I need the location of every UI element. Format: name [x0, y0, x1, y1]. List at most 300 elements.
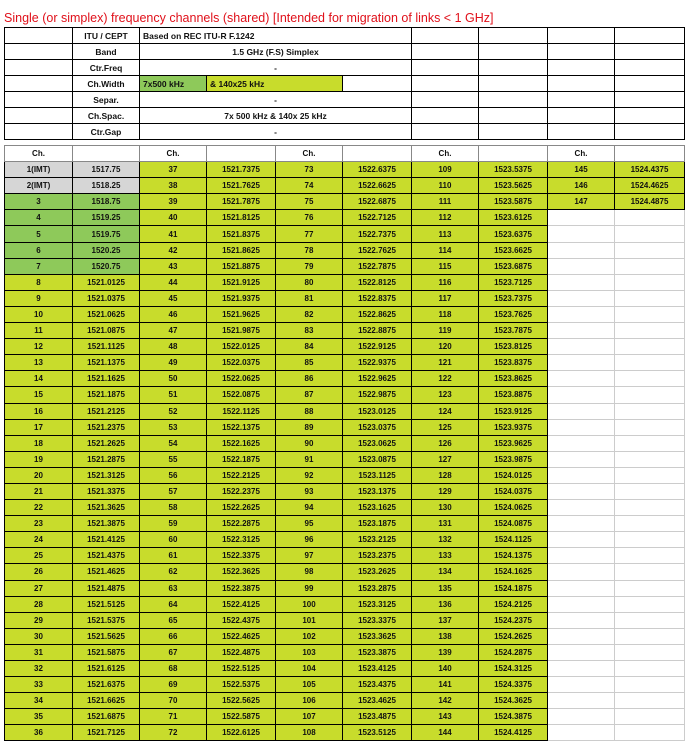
channel-cell: 81: [276, 290, 343, 306]
channel-cell: 110: [412, 178, 479, 194]
frequency-cell: 1521.7375: [207, 162, 276, 178]
frequency-cell: [615, 419, 685, 435]
frequency-cell: 1524.0125: [479, 467, 548, 483]
frequency-cell: 1521.2125: [73, 403, 140, 419]
channel-cell: 103: [276, 644, 343, 660]
channel-cell: 87: [276, 387, 343, 403]
table-row: [5, 725, 685, 741]
channel-cell: 15: [5, 387, 73, 403]
channel-cell: 113: [412, 226, 479, 242]
table-row: [5, 258, 685, 274]
frequency-cell: 1522.7875: [343, 258, 412, 274]
channel-cell: 66: [140, 628, 207, 644]
channel-cell: [548, 500, 615, 516]
channel-cell: 5: [5, 226, 73, 242]
frequency-cell: 1521.3125: [73, 467, 140, 483]
table-row: [5, 371, 685, 387]
frequency-cell: 1523.4625: [343, 693, 412, 709]
channel-cell: 48: [140, 339, 207, 355]
frequency-cell: 1521.3625: [73, 500, 140, 516]
frequency-cell: 1521.7125: [73, 725, 140, 741]
frequency-cell: [615, 596, 685, 612]
frequency-cell: 1521.1875: [73, 387, 140, 403]
channel-cell: 80: [276, 274, 343, 290]
channel-cell: 68: [140, 661, 207, 677]
table-row: [5, 403, 685, 419]
band-value: 1.5 GHz (F.S) Simplex: [140, 44, 412, 60]
channel-cell: 99: [276, 580, 343, 596]
table-row: [5, 677, 685, 693]
frequency-cell: 1521.3375: [73, 483, 140, 499]
channel-cell: 41: [140, 226, 207, 242]
frequency-cell: 1524.2875: [479, 644, 548, 660]
channel-cell: 62: [140, 564, 207, 580]
channel-cell: 96: [276, 532, 343, 548]
table-row: [5, 644, 685, 660]
channel-cell: 126: [412, 435, 479, 451]
channel-cell: [548, 435, 615, 451]
table-row: [5, 532, 685, 548]
frequency-cell: 1521.9625: [207, 306, 276, 322]
channel-cell: 57: [140, 483, 207, 499]
channel-cell: 116: [412, 274, 479, 290]
channel-cell: 8: [5, 274, 73, 290]
channel-cell: [548, 274, 615, 290]
frequency-cell: 1522.2375: [207, 483, 276, 499]
frequency-cell: 1521.4625: [73, 564, 140, 580]
frequency-cell: 1521.6625: [73, 693, 140, 709]
frequency-cell: 1521.4375: [73, 548, 140, 564]
frequency-cell: 1523.9625: [479, 435, 548, 451]
channel-cell: 109: [412, 162, 479, 178]
frequency-cell: 1523.3875: [343, 644, 412, 660]
frequency-cell: 1523.2875: [343, 580, 412, 596]
channel-cell: [548, 290, 615, 306]
frequency-cell: [615, 532, 685, 548]
frequency-cell: 1523.6625: [479, 242, 548, 258]
channel-cell: 38: [140, 178, 207, 194]
channel-cell: 78: [276, 242, 343, 258]
frequency-cell: 1521.7875: [207, 194, 276, 210]
channel-cell: 95: [276, 516, 343, 532]
channel-cell: 67: [140, 644, 207, 660]
chspac-value: 7x 500 kHz & 140x 25 kHz: [140, 108, 412, 124]
channel-cell: 36: [5, 725, 73, 741]
channel-cell: [548, 612, 615, 628]
frequency-cell: 1524.3375: [479, 677, 548, 693]
frequency-cell: 1521.1125: [73, 339, 140, 355]
frequency-cell: 1524.1625: [479, 564, 548, 580]
frequency-cell: 1524.2375: [479, 612, 548, 628]
frequency-cell: 1522.0375: [207, 355, 276, 371]
frequency-cell: 1522.3125: [207, 532, 276, 548]
channel-cell: 98: [276, 564, 343, 580]
channel-cell: [548, 355, 615, 371]
channel-cell: 55: [140, 451, 207, 467]
ctrgap-label: Ctr.Gap: [73, 124, 140, 140]
frequency-cell: 1524.1125: [479, 532, 548, 548]
channel-cell: 19: [5, 451, 73, 467]
frequency-cell: [615, 258, 685, 274]
frequency-cell: 1523.8875: [479, 387, 548, 403]
channel-cell: 42: [140, 242, 207, 258]
frequency-cell: 1521.7625: [207, 178, 276, 194]
table-row: [5, 596, 685, 612]
channel-cell: [548, 693, 615, 709]
frequency-cell: 1523.9125: [479, 403, 548, 419]
frequency-cell: [615, 371, 685, 387]
channel-cell: 142: [412, 693, 479, 709]
frequency-cell: 1524.3625: [479, 693, 548, 709]
frequency-cell: 1521.4875: [73, 580, 140, 596]
frequency-cell: [615, 548, 685, 564]
frequency-cell: 1523.9875: [479, 451, 548, 467]
table-row: [5, 419, 685, 435]
frequency-cell: 1522.9125: [343, 339, 412, 355]
channel-cell: 84: [276, 339, 343, 355]
channel-cell: 35: [5, 709, 73, 725]
table-row: [5, 178, 685, 194]
frequency-cell: [615, 435, 685, 451]
channel-cell: 108: [276, 725, 343, 741]
frequency-cell: 1522.3375: [207, 548, 276, 564]
channel-cell: 45: [140, 290, 207, 306]
column-header-row: [5, 146, 685, 162]
channel-cell: 128: [412, 467, 479, 483]
table-row: [5, 661, 685, 677]
frequency-cell: [615, 226, 685, 242]
frequency-cell: 1523.1375: [343, 483, 412, 499]
channel-cell: 146: [548, 178, 615, 194]
frequency-cell: 1523.2125: [343, 532, 412, 548]
frequency-cell: [615, 242, 685, 258]
channel-cell: 25: [5, 548, 73, 564]
frequency-cell: 1522.3875: [207, 580, 276, 596]
frequency-cell: 1523.9375: [479, 419, 548, 435]
frequency-cell: 1521.2875: [73, 451, 140, 467]
table-row: [5, 628, 685, 644]
channel-cell: 9: [5, 290, 73, 306]
frequency-cell: 1521.2625: [73, 435, 140, 451]
channel-cell: 73: [276, 162, 343, 178]
frequency-cell: [615, 387, 685, 403]
channel-cell: 44: [140, 274, 207, 290]
channel-cell: 140: [412, 661, 479, 677]
channel-cell: 13: [5, 355, 73, 371]
frequency-cell: 1524.0625: [479, 500, 548, 516]
frequency-cell: 1522.2125: [207, 467, 276, 483]
channel-cell: 16: [5, 403, 73, 419]
chwidth-label: Ch.Width: [73, 76, 140, 92]
channel-cell: 92: [276, 467, 343, 483]
channel-cell: 63: [140, 580, 207, 596]
frequency-cell: [615, 210, 685, 226]
frequency-cell: 1519.75: [73, 226, 140, 242]
channel-cell: [548, 564, 615, 580]
channel-cell: 145: [548, 162, 615, 178]
channel-cell: 122: [412, 371, 479, 387]
channel-cell: 10: [5, 306, 73, 322]
frequency-cell: 1523.6875: [479, 258, 548, 274]
table-row: [5, 355, 685, 371]
frequency-cell: 1523.0875: [343, 451, 412, 467]
table-row: [5, 564, 685, 580]
frequency-cell: 1522.0875: [207, 387, 276, 403]
frequency-cell: [615, 306, 685, 322]
channel-table: [4, 145, 685, 741]
table-row: [5, 339, 685, 355]
frequency-cell: 1517.75: [73, 162, 140, 178]
channel-cell: [548, 580, 615, 596]
channel-cell: 127: [412, 451, 479, 467]
frequency-cell: [615, 644, 685, 660]
channel-cell: 88: [276, 403, 343, 419]
frequency-cell: 1522.5875: [207, 709, 276, 725]
channel-cell: 74: [276, 178, 343, 194]
channel-cell: 132: [412, 532, 479, 548]
frequency-cell: 1523.4125: [343, 661, 412, 677]
column-header-ch: Ch.: [5, 146, 73, 162]
channel-cell: [548, 403, 615, 419]
channel-cell: [548, 483, 615, 499]
channel-cell: 105: [276, 677, 343, 693]
frequency-cell: [615, 564, 685, 580]
channel-cell: 111: [412, 194, 479, 210]
channel-cell: 75: [276, 194, 343, 210]
channel-cell: [548, 210, 615, 226]
channel-cell: 56: [140, 467, 207, 483]
channel-cell: 64: [140, 596, 207, 612]
frequency-cell: 1523.4875: [343, 709, 412, 725]
channel-cell: 40: [140, 210, 207, 226]
frequency-cell: 1522.9375: [343, 355, 412, 371]
channel-cell: 129: [412, 483, 479, 499]
frequency-cell: 1523.1625: [343, 500, 412, 516]
channel-cell: [548, 371, 615, 387]
channel-cell: [548, 467, 615, 483]
channel-cell: [548, 419, 615, 435]
channel-cell: 18: [5, 435, 73, 451]
table-row: [5, 612, 685, 628]
channel-cell: 2(IMT): [5, 178, 73, 194]
table-row: [5, 290, 685, 306]
channel-cell: 27: [5, 580, 73, 596]
itu-value: Based on REC ITU-R F.1242: [140, 28, 412, 44]
channel-cell: 50: [140, 371, 207, 387]
frequency-cell: 1523.3375: [343, 612, 412, 628]
channel-cell: 90: [276, 435, 343, 451]
frequency-cell: 1522.8125: [343, 274, 412, 290]
frequency-cell: 1521.6375: [73, 677, 140, 693]
channel-cell: 21: [5, 483, 73, 499]
channel-cell: 107: [276, 709, 343, 725]
channel-cell: 72: [140, 725, 207, 741]
channel-cell: 119: [412, 323, 479, 339]
channel-cell: 22: [5, 500, 73, 516]
frequency-cell: 1520.75: [73, 258, 140, 274]
frequency-cell: 1518.25: [73, 178, 140, 194]
channel-cell: 89: [276, 419, 343, 435]
channel-cell: 77: [276, 226, 343, 242]
frequency-cell: 1524.2125: [479, 596, 548, 612]
channel-cell: 144: [412, 725, 479, 741]
frequency-cell: 1522.9625: [343, 371, 412, 387]
channel-cell: 61: [140, 548, 207, 564]
frequency-cell: 1524.4625: [615, 178, 685, 194]
frequency-cell: 1523.8375: [479, 355, 548, 371]
channel-cell: [548, 709, 615, 725]
channel-cell: 135: [412, 580, 479, 596]
channel-cell: 30: [5, 628, 73, 644]
frequency-cell: 1521.5125: [73, 596, 140, 612]
separ-label: Separ.: [73, 92, 140, 108]
frequency-cell: 1524.3125: [479, 661, 548, 677]
channel-cell: 143: [412, 709, 479, 725]
channel-cell: 65: [140, 612, 207, 628]
channel-cell: 4: [5, 210, 73, 226]
column-header-ch: Ch.: [276, 146, 343, 162]
frequency-cell: 1521.0125: [73, 274, 140, 290]
frequency-cell: 1523.5125: [343, 725, 412, 741]
channel-cell: 138: [412, 628, 479, 644]
channel-cell: 29: [5, 612, 73, 628]
header-table: [4, 27, 685, 140]
channel-cell: 37: [140, 162, 207, 178]
channel-cell: 133: [412, 548, 479, 564]
chwidth-narrow-value: & 140x25 kHz: [207, 76, 343, 92]
channel-cell: 34: [5, 693, 73, 709]
channel-cell: [548, 532, 615, 548]
frequency-cell: 1523.0625: [343, 435, 412, 451]
frequency-cell: 1519.25: [73, 210, 140, 226]
channel-cell: [548, 725, 615, 741]
table-row: [5, 467, 685, 483]
channel-cell: 104: [276, 661, 343, 677]
frequency-cell: 1524.1375: [479, 548, 548, 564]
frequency-cell: 1523.2625: [343, 564, 412, 580]
frequency-cell: 1523.7125: [479, 274, 548, 290]
frequency-cell: 1522.5125: [207, 661, 276, 677]
table-row: [5, 162, 685, 178]
frequency-cell: 1524.3875: [479, 709, 548, 725]
channel-cell: [548, 323, 615, 339]
frequency-cell: [615, 661, 685, 677]
channel-cell: 24: [5, 532, 73, 548]
frequency-cell: 1521.1625: [73, 371, 140, 387]
chwidth-wide-value: 7x500 kHz: [140, 76, 207, 92]
frequency-cell: 1524.4375: [615, 162, 685, 178]
channel-cell: 23: [5, 516, 73, 532]
channel-cell: 59: [140, 516, 207, 532]
channel-cell: 102: [276, 628, 343, 644]
channel-cell: 134: [412, 564, 479, 580]
channel-cell: 7: [5, 258, 73, 274]
channel-cell: 76: [276, 210, 343, 226]
channel-cell: 3: [5, 194, 73, 210]
frequency-cell: 1523.2375: [343, 548, 412, 564]
table-row: [5, 226, 685, 242]
frequency-cell: [615, 483, 685, 499]
frequency-cell: [615, 290, 685, 306]
channel-cell: [548, 387, 615, 403]
table-row: [5, 693, 685, 709]
frequency-cell: 1522.1375: [207, 419, 276, 435]
channel-cell: 101: [276, 612, 343, 628]
channel-cell: 93: [276, 483, 343, 499]
frequency-cell: [615, 355, 685, 371]
channel-cell: 86: [276, 371, 343, 387]
frequency-cell: [615, 451, 685, 467]
channel-cell: 141: [412, 677, 479, 693]
frequency-cell: 1522.4125: [207, 596, 276, 612]
frequency-cell: 1522.0125: [207, 339, 276, 355]
frequency-cell: 1521.9375: [207, 290, 276, 306]
band-label: Band: [73, 44, 140, 60]
channel-cell: 1(IMT): [5, 162, 73, 178]
frequency-cell: 1522.6125: [207, 725, 276, 741]
frequency-cell: 1523.3125: [343, 596, 412, 612]
channel-cell: [548, 516, 615, 532]
channel-cell: [548, 258, 615, 274]
frequency-cell: 1523.7375: [479, 290, 548, 306]
channel-cell: 47: [140, 323, 207, 339]
channel-cell: 123: [412, 387, 479, 403]
channel-cell: 124: [412, 403, 479, 419]
channel-cell: 94: [276, 500, 343, 516]
table-row: [5, 194, 685, 210]
channel-cell: 26: [5, 564, 73, 580]
table-row: [5, 483, 685, 499]
channel-cell: 118: [412, 306, 479, 322]
channel-cell: 12: [5, 339, 73, 355]
frequency-cell: 1521.2375: [73, 419, 140, 435]
column-header-ch: Ch.: [140, 146, 207, 162]
frequency-cell: 1522.4875: [207, 644, 276, 660]
channel-cell: 115: [412, 258, 479, 274]
frequency-cell: 1523.1125: [343, 467, 412, 483]
frequency-cell: 1521.6875: [73, 709, 140, 725]
frequency-cell: 1523.6125: [479, 210, 548, 226]
frequency-cell: 1524.4875: [615, 194, 685, 210]
table-row: [5, 210, 685, 226]
channel-cell: [548, 596, 615, 612]
frequency-cell: 1522.4375: [207, 612, 276, 628]
ctrfreq-label: Ctr.Freq: [73, 60, 140, 76]
frequency-cell: 1521.8625: [207, 242, 276, 258]
frequency-cell: 1523.0125: [343, 403, 412, 419]
frequency-cell: 1523.5625: [479, 178, 548, 194]
frequency-cell: [615, 628, 685, 644]
table-row: [5, 451, 685, 467]
table-row: [5, 709, 685, 725]
channel-cell: 130: [412, 500, 479, 516]
frequency-cell: 1521.5375: [73, 612, 140, 628]
channel-cell: 91: [276, 451, 343, 467]
channel-cell: 20: [5, 467, 73, 483]
frequency-cell: 1521.3875: [73, 516, 140, 532]
channel-cell: 83: [276, 323, 343, 339]
frequency-cell: [615, 693, 685, 709]
itu-label: ITU / CEPT: [73, 28, 140, 44]
frequency-cell: [615, 677, 685, 693]
frequency-cell: 1521.9875: [207, 323, 276, 339]
channel-cell: 69: [140, 677, 207, 693]
frequency-cell: 1522.4625: [207, 628, 276, 644]
channel-cell: 49: [140, 355, 207, 371]
channel-cell: [548, 226, 615, 242]
frequency-cell: 1522.0625: [207, 371, 276, 387]
frequency-cell: [615, 580, 685, 596]
